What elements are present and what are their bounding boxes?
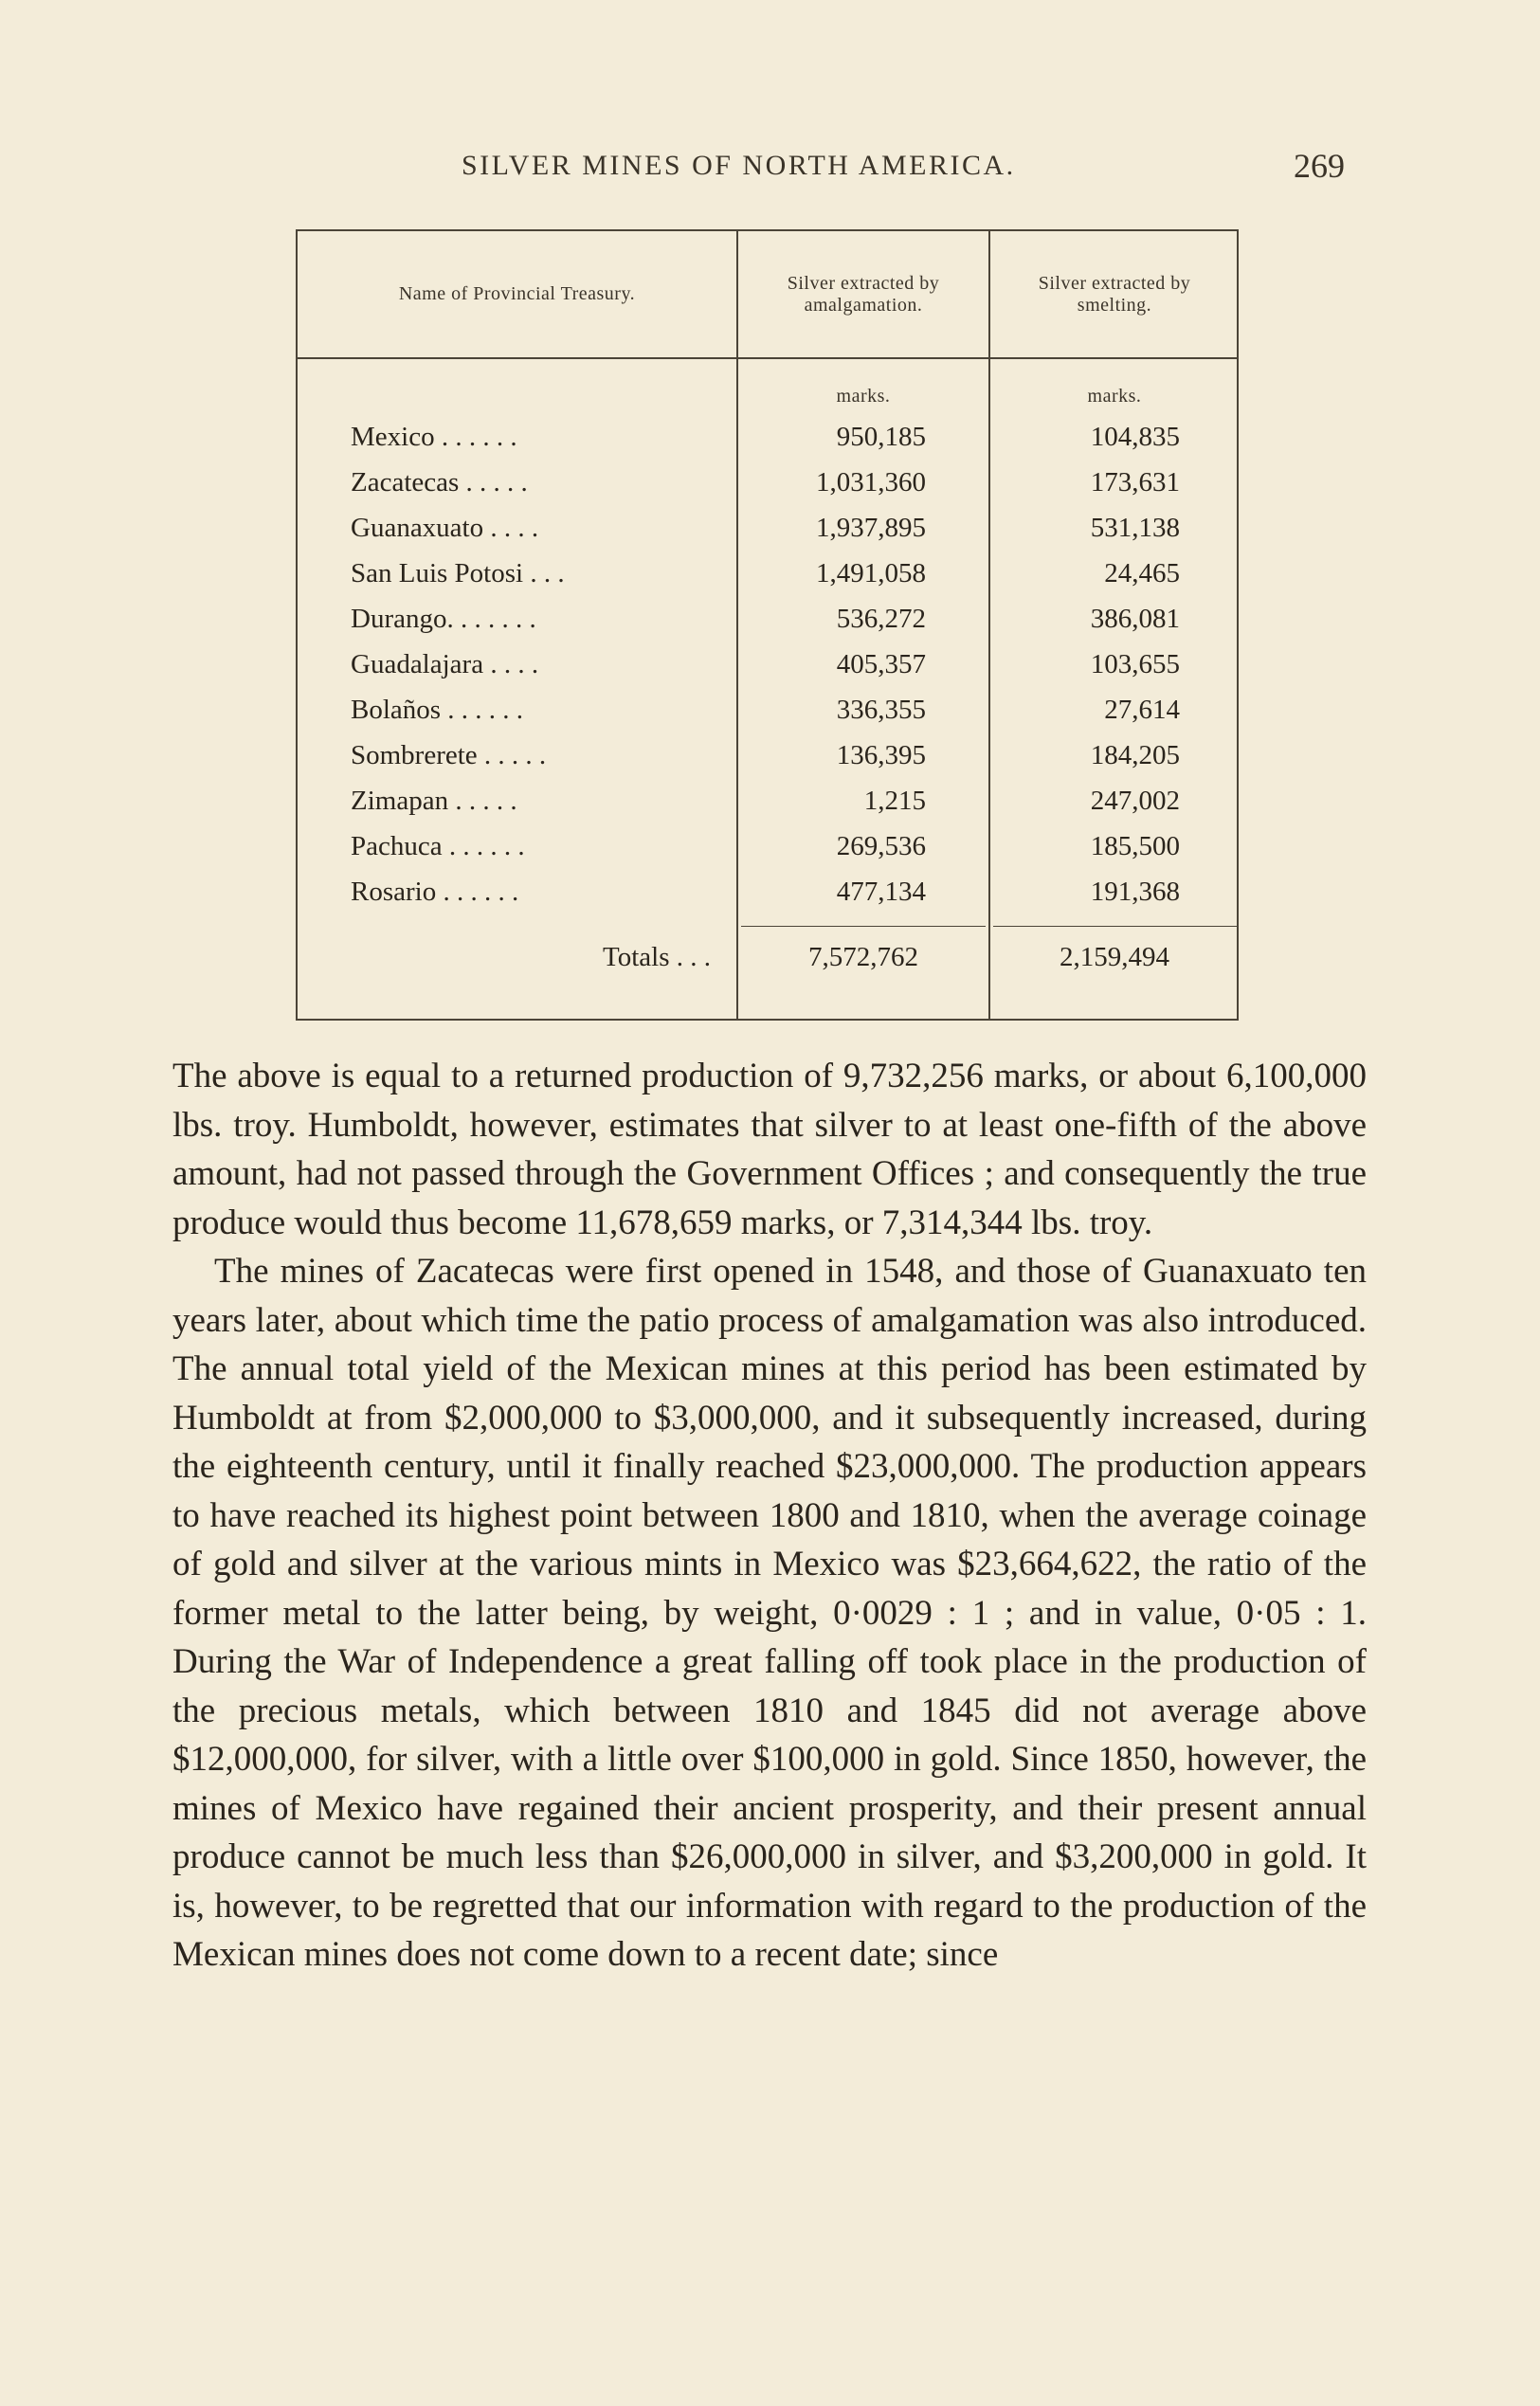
- totals-row: [298, 934, 1237, 980]
- column-header-treasury: Name of Provincial Treasury.: [398, 283, 636, 304]
- table-row: [298, 414, 1237, 460]
- table-row: [298, 596, 1237, 642]
- smelting-value: 24,465: [1104, 558, 1180, 588]
- smelting-value: 104,835: [1090, 422, 1180, 452]
- paragraph: The above is equal to a returned production of 9,732,256 marks, or about 6,100,000 lbs. troy. Humboldt, however, estimates that silver to at least one-fifth of the above amount, had not passed through the Government Offices ; and consequently the true produce would thus become 11,678,659 marks, or 7,314,344 lbs. troy.: [172, 1057, 1367, 1242]
- header-rule: [298, 357, 1237, 359]
- treasury-name: Zimapan . . . . .: [351, 786, 517, 816]
- amalgamation-value: 1,215: [863, 786, 926, 816]
- production-table: [296, 229, 1239, 1021]
- units-label-amalgamation: marks.: [836, 386, 891, 407]
- amalgamation-value: 1,937,895: [816, 513, 926, 543]
- total-smelting: 2,159,494: [1060, 942, 1169, 972]
- amalgamation-value: 136,395: [836, 740, 926, 770]
- table-row: [298, 733, 1237, 778]
- table-row: [298, 778, 1237, 823]
- body-text: [172, 1052, 1367, 1980]
- treasury-name: Guanaxuato . . . .: [351, 513, 539, 543]
- smelting-value: 184,205: [1090, 740, 1180, 770]
- table-row: [298, 460, 1237, 505]
- page-number: 269: [1294, 147, 1345, 185]
- amalgamation-value: 536,272: [836, 604, 926, 634]
- table-row: [298, 505, 1237, 551]
- smelting-value: 531,138: [1090, 513, 1180, 543]
- page-header: [0, 147, 1540, 197]
- treasury-name: Rosario . . . . . .: [351, 877, 519, 907]
- treasury-name: Zacatecas . . . . .: [351, 467, 528, 497]
- amalgamation-value: 950,185: [836, 422, 926, 452]
- amalgamation-value: 336,355: [836, 695, 926, 725]
- amalgamation-value: 1,031,360: [816, 467, 926, 497]
- amalgamation-value: 405,357: [836, 649, 926, 679]
- totals-rule: [993, 926, 1237, 927]
- treasury-name: Guadalajara . . . .: [351, 649, 539, 679]
- totals-label: Totals . . .: [603, 942, 711, 972]
- treasury-name: Durango. . . . . . .: [351, 604, 536, 634]
- amalgamation-value: 477,134: [836, 877, 926, 907]
- table-row: [298, 823, 1237, 869]
- treasury-name: San Luis Potosi . . .: [351, 558, 565, 588]
- amalgamation-value: 269,536: [836, 831, 926, 861]
- amalgamation-value: 1,491,058: [816, 558, 926, 588]
- table-row: [298, 551, 1237, 596]
- smelting-value: 247,002: [1090, 786, 1180, 816]
- totals-rule: [741, 926, 986, 927]
- smelting-value: 191,368: [1090, 877, 1180, 907]
- running-head: SILVER MINES OF NORTH AMERICA.: [462, 150, 1016, 181]
- smelting-value: 185,500: [1090, 831, 1180, 861]
- column-header-smelting: Silver extracted by smelting.: [1038, 272, 1191, 316]
- total-amalgamation: 7,572,762: [808, 942, 918, 972]
- treasury-name: Mexico . . . . . .: [351, 422, 517, 452]
- treasury-name: Pachuca . . . . . .: [351, 831, 525, 861]
- paragraph: The mines of Zacatecas were first opened in 1548, and those of Guanaxuato ten years later, about which time the patio process of amalgamation was also introduced. The annual total yield of the Mexican mines at this period has been estimated by Humboldt at from $2,000,000 to $3,000,000, and it subsequently increased, during the eighteenth century, until it finally reached $23,000,000. The production appears to have reached its highest point between 1800 and 1810, when the average coinage of gold and silver at the various mints in Mexico was $23,664,622, the ratio of the former metal to the latter being, by weight, 0·0029 : 1 ; and in value, 0·05 : 1. During the War of Independence a great falling off took place in the production of the precious metals, which between 1810 and 1845 did not average above $12,000,000, for silver, with a little over $100,000 in gold. Since 1850, however, the mines of Mexico have regained their ancient prosperity, and their present annual produce cannot be much less than $26,000,000 in silver, and $3,200,000 in gold. It is, however, to be regretted that our information with regard to the production of the Mexican mines does not come down to a recent date; since: [172, 1252, 1367, 1974]
- table-row: [298, 642, 1237, 687]
- table-row: [298, 869, 1237, 914]
- column-header-amalgamation: Silver extracted by amalgamation.: [787, 272, 940, 316]
- treasury-name: Bolaños . . . . . .: [351, 695, 524, 725]
- table-row: [298, 687, 1237, 733]
- smelting-value: 173,631: [1090, 467, 1180, 497]
- smelting-value: 103,655: [1090, 649, 1180, 679]
- smelting-value: 386,081: [1090, 604, 1180, 634]
- units-label-smelting: marks.: [1087, 386, 1142, 407]
- treasury-name: Sombrerete . . . . .: [351, 740, 547, 770]
- smelting-value: 27,614: [1104, 695, 1180, 725]
